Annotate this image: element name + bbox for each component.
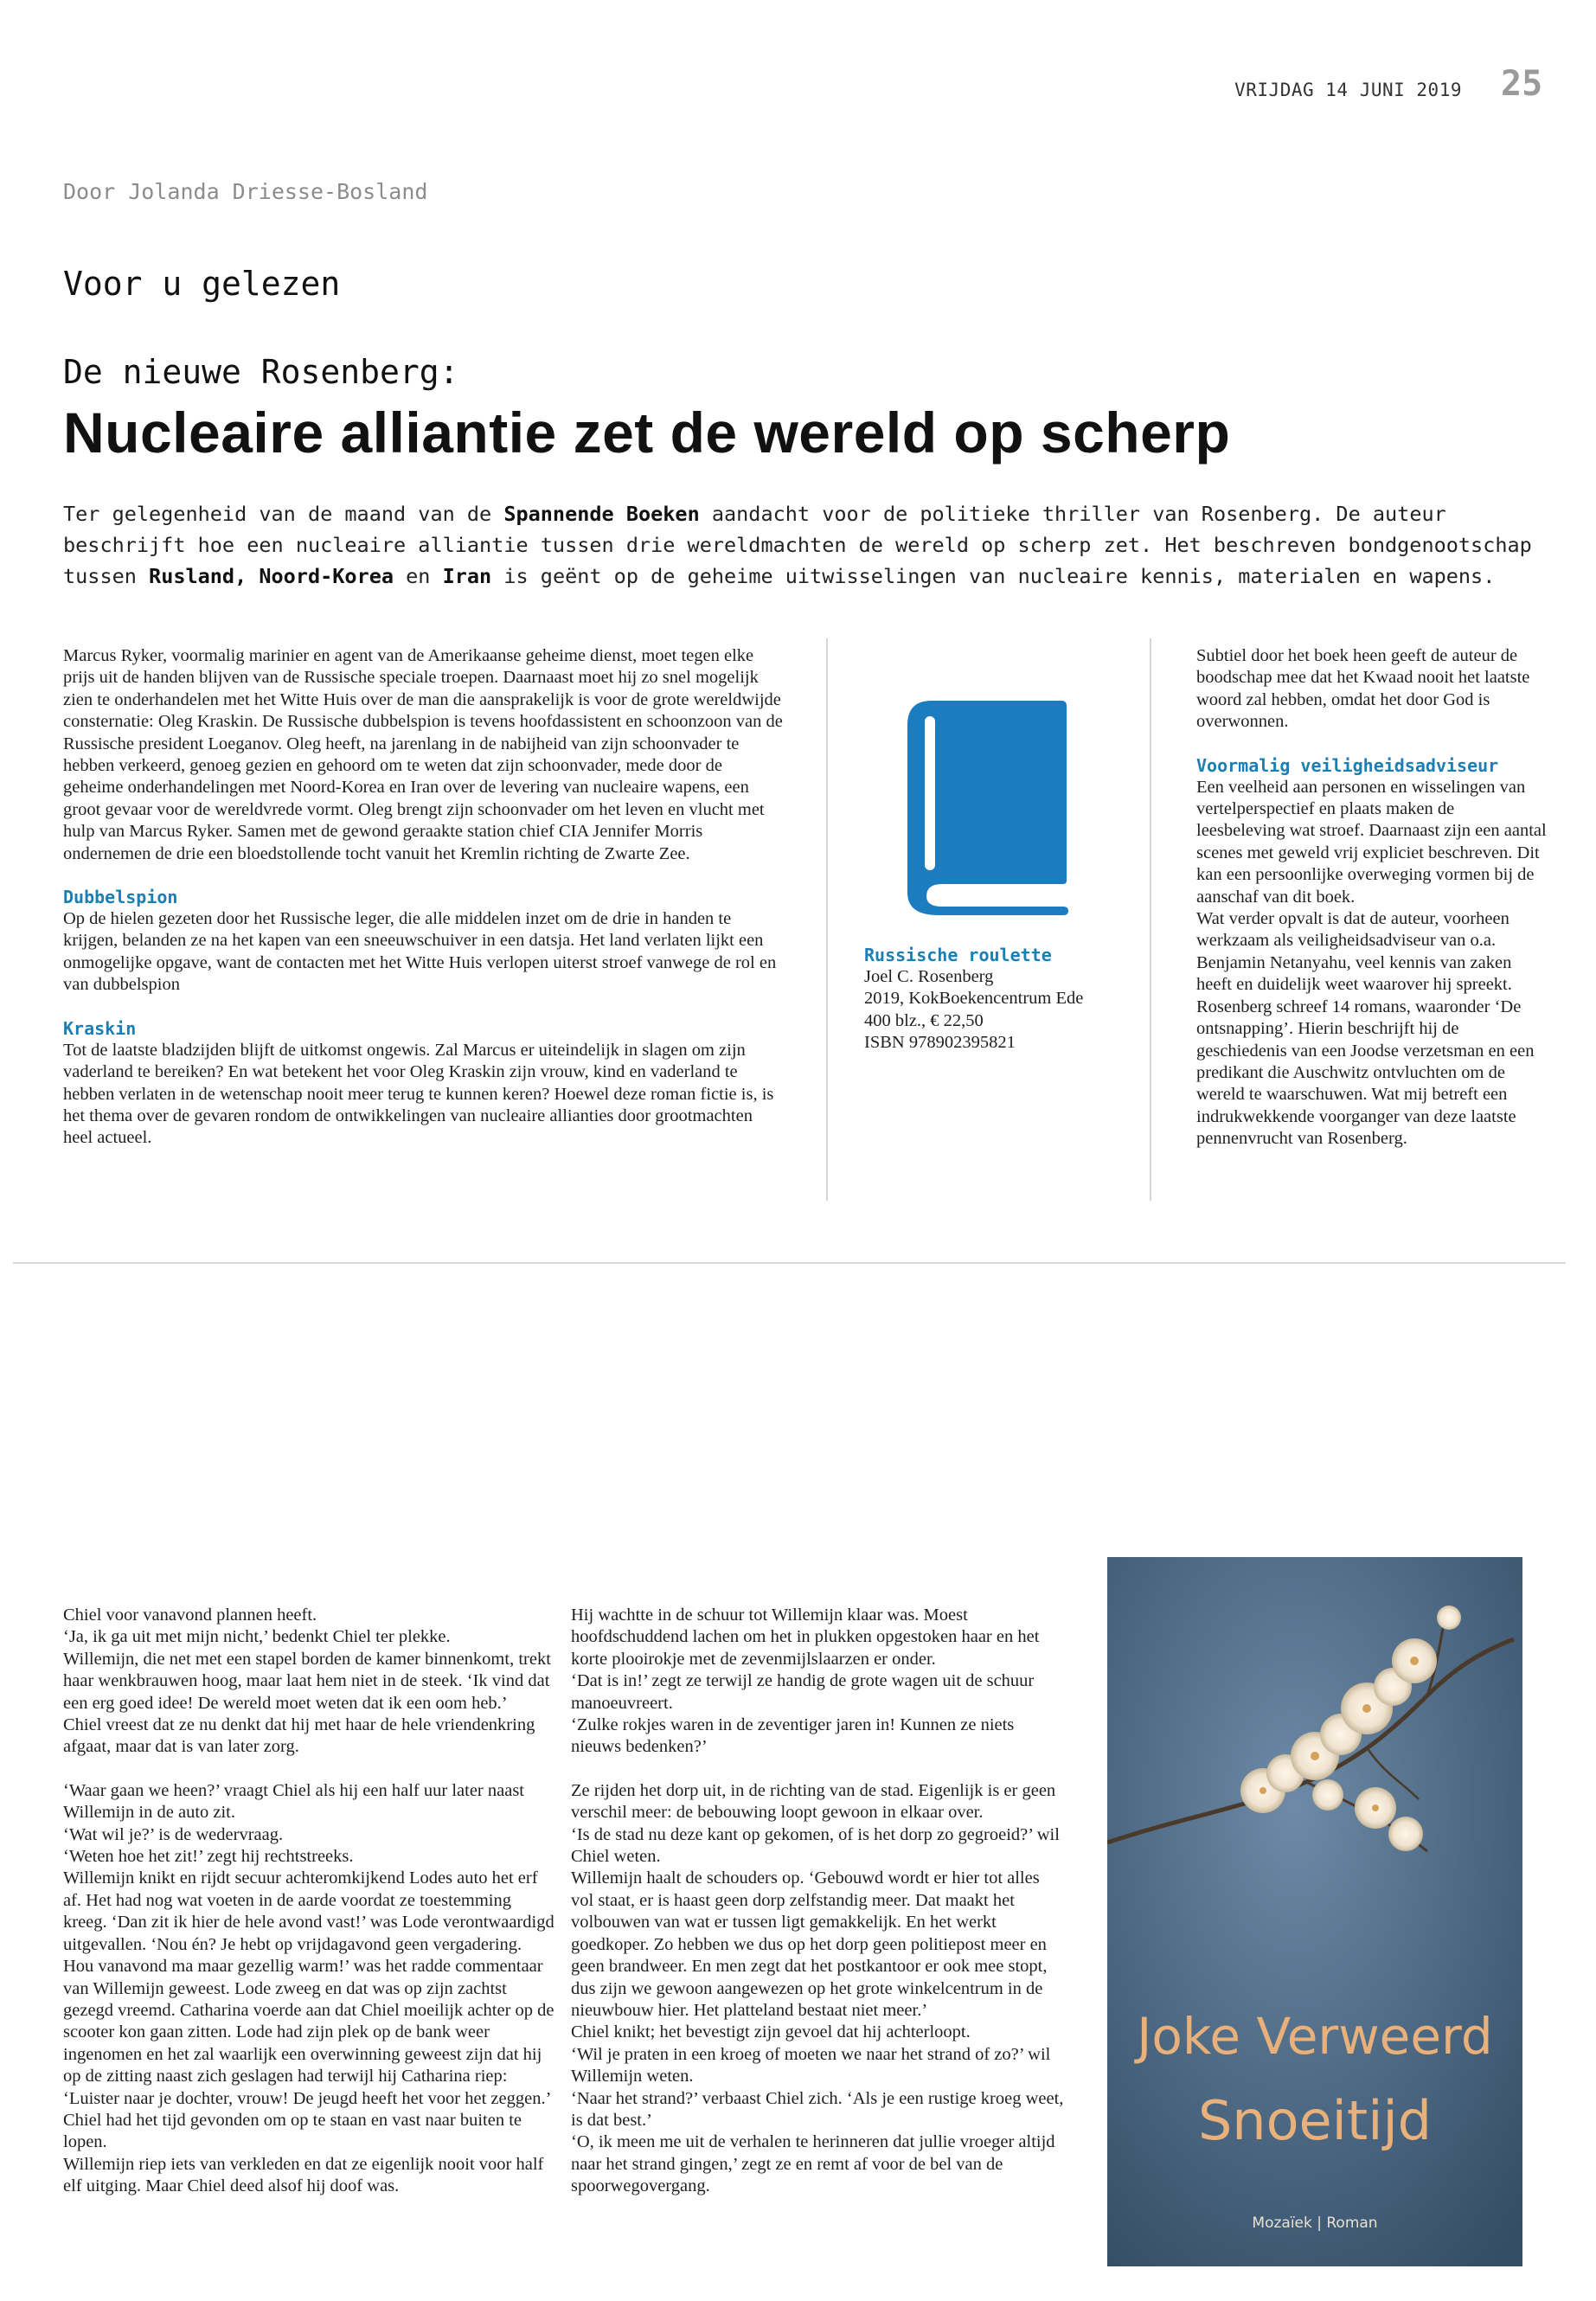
right-paragraph-1: Subtiel door het boek heen geeft de auteur de boodschap mee dat het Kwaad nooit het laatste woord zal hebben, omdat het door God is overwonnen. [1196, 646, 1530, 732]
story-paragraph: Willemijn, die net met een stapel borden de kamer binnenkomt, trekt haar wenkbrauwen hoog, maar laat hem niet in de steek. ‘Ik vind dat een erg goed idee! De wereld moet weten dat ik een oom heb.’ [63, 1649, 551, 1713]
intro-paragraph [63, 498, 1534, 592]
subhead-veiligheidsadviseur: Voormalig veiligheidsadviseur [1196, 754, 1499, 776]
story-paragraph: Hij wachtte in de schuur tot Willemijn klaar was. Moest hoofdschuddend lachen om het in plukken opgestoken haar en het korte plooirokje met de zevenmijlslaarzen er onder. [571, 1606, 1040, 1669]
book-isbn: ISBN 978902395821 [864, 1033, 1016, 1053]
page-number: 25 [1501, 64, 1543, 104]
book-icon [907, 701, 1074, 915]
story-paragraph: Willemijn haalt de schouders op. ‘Gebouwd wordt er hier tot alles vol staat, er is haast geen dorp zelfstandig meer. Dat maakt het volbouwen van wat er tussen ligt gemakkelijk. En het werkt goedkoper. Zo hebben we dus op het dorp geen politiepost meer en geen brandweer. En men zegt dat het postkantoor er ook mee stopt, dus zijn we gewoon aangewezen op het grote winkelcentrum in de nieuwbouw hier. Het platteland bestaat niet meer.’ [571, 1868, 1048, 2020]
cover-publisher: Mozaïek | Roman [1252, 2214, 1378, 2232]
headline: Nucleaire alliantie zet de wereld op scherp [63, 401, 1231, 465]
intro-text-1: Ter gelegenheid van de maand van de [63, 502, 504, 526]
story-paragraph: Willemijn riep iets van verkleden en dat ze eigenlijk nooit voor half elf uitging. Maar Chiel deed alsof hij doof was. [63, 2154, 544, 2196]
cover-author: Joke Verweerd [1137, 2007, 1493, 2066]
intro-text-3: en [394, 564, 443, 588]
book-price: 400 blz., € 22,50 [864, 1010, 984, 1030]
header-date: VRIJDAG 14 JUNI 2019 [1234, 80, 1462, 100]
story-column-2 [571, 1605, 1064, 2198]
story-paragraph: ‘O, ik meen me uit de verhalen te herinneren dat jullie vroeger altijd naar het strand gingen,’ zegt ze en remt af voor de bel van de spoorwegovergang. [571, 2132, 1055, 2196]
subhead-dubbelspion: Dubbelspion [63, 887, 178, 908]
book-cover-image [1107, 1557, 1522, 2266]
author-byline: Door Jolanda Driesse-Bosland [63, 179, 428, 204]
left-paragraph-3: Tot de laatste bladzijden blijft de uitkomst ongewis. Zal Marcus er uiteindelijk in slagen om zijn vaderland te bereiken? En wat betekent het voor Oleg Kraskin zijn vrouw, kind en vaderland te hebben verlaten in de wetenschap nooit meer terug te kunnen keren? Hoewel deze roman fictie is, is het thema over de gevaren rondom de ontwikkelingen van nucleaire allianties door grootmachten heel actueel. [63, 1040, 774, 1148]
column-divider [826, 638, 828, 1201]
subhead-kraskin: Kraskin [63, 1017, 137, 1039]
story-paragraph: ‘Is de stad nu deze kant op gekomen, of is het dorp zo gegroeid?’ wil Chiel weten. [571, 1824, 1060, 1867]
story-paragraph: ‘Naar het strand?’ verbaast Chiel zich. ‘Als je een rustige kroeg weet, is dat best.’ [571, 2088, 1064, 2130]
story-paragraph: Chiel vreest dat ze nu denkt dat hij met haar de hele vriendenkring afgaat, maar dat is van later zorg. [63, 1715, 535, 1757]
story-paragraph: ‘Wat wil je?’ is de wedervraag. [63, 1824, 284, 1844]
book-info [864, 945, 1150, 1054]
story-column-1 [63, 1605, 556, 2198]
story-paragraph: ‘Dat is in!’ zegt ze terwijl ze handig de grote wagen uit de schuur manoeuvreert. [571, 1671, 1035, 1713]
intro-bold-3: Iran [442, 564, 492, 588]
left-paragraph-1: Marcus Ryker, voormalig marinier en agent van de Amerikaanse geheime dienst, moet tegen elke prijs uit de handen blijven van de Russische speciale troepen. Daarnaast moet hij zo snel mogelijk zien te onderhandelen met het Witte Huis over de man die aansprakelijk is voor de grote wereldwijde consternatie: Oleg Kraskin. De Russische dubbelspion is tevens hoofdassistent en schoonzoon van de Russische president Loeganov. Oleg heeft, na jarenlang in de nabijheid van zijn schoonvader te hebben verkeerd, genoeg gezien en gehoord om te weten dat zijn schoonvader, mede door de geheime onderhandelingen met Noord-Korea en Iran over de levering van nucleaire wapens, een groot gevaar voor de wereldvrede vormt. Oleg brengt zijn schoonvader om het leven en vlucht met hulp van Marcus Ryker. Samen met de gewond geraakte station chief CIA Jennifer Morris ondernemen de drie een bloedstollende tocht vanuit het Kremlin richting de Zwarte Zee. [63, 646, 783, 863]
intro-bold-1: Spannende Boeken [503, 502, 700, 526]
left-paragraph-2: Op de hielen gezeten door het Russische leger, die alle middelen inzet om de drie in handen te krijgen, belanden ze na het kapen van een sneeuwschuiver in een datsja. Het land verlaten lijkt een onmogelijke opgave, want de contacten met het Witte Huis verlopen uiterst stroef vanwege de rol en van dubbelspion [63, 909, 777, 995]
right-column [1196, 645, 1547, 1150]
kicker: De nieuwe Rosenberg: [63, 353, 459, 391]
story-paragraph: Willemijn knikt en rijdt secuur achteromkijkend Lodes auto het erf af. Het had nog wat voeten in de aarde voordat ze toestemming kreeg. ‘Dan zit ik hier de hele avond vast!’ was Lode verontwaardigd uitgevallen. ‘Nou én? Je hebt op vrijdagavond geen vergadering. Hou vanavond ma maar gezellig warm!’ was het radde commentaar van Willemijn geweest. Lode zweeg en dat was op zijn zachtst gezegd vreemd. Catharina voerde aan dat Chiel moeilijk achter op de scooter kon gaan zitten. Lode had zijn plek op de bank weer ingenomen en het zal waarlijk een overwinning geweest zijn dat hij op de zitting naast zich geslagen had terwijl hij Catharina riep: ‘Luister naar je dochter, vrouw! De jeugd heeft het voor het zeggen.’ [63, 1868, 554, 2108]
book-title: Russische roulette [864, 945, 1052, 965]
section-title: Voor u gelezen [63, 265, 341, 303]
story-paragraph: ‘Wil je praten in een kroeg of moeten we naar het strand of zo?’ wil Willemijn weten. [571, 2044, 1051, 2086]
story-paragraph: ‘Waar gaan we heen?’ vraagt Chiel als hij een half uur later naast Willemijn in de auto zit. [63, 1780, 524, 1823]
intro-text-2: aandacht voor de politieke thriller van Rosenberg. De auteur beschrijft hoe een nucleaire alliantie tussen drie wereldmachten de wereld op scherp zet. Het beschreven bondgenootschap tussen [63, 502, 1532, 588]
intro-text-4: is geënt op de geheime uitwisselingen van nucleaire kennis, materialen en wapens. [491, 564, 1496, 588]
column-divider [1150, 638, 1151, 1201]
section-divider [13, 1262, 1566, 1264]
story-paragraph: Ze rijden het dorp uit, in de richting van de stad. Eigenlijk is er geen verschil meer: de bebouwing loopt gewoon in elkaar over. [571, 1780, 1056, 1823]
left-column [63, 645, 785, 1150]
story-paragraph: ‘Zulke rokjes waren in de zeventiger jaren in! Kunnen ze niets nieuws bedenken?’ [571, 1715, 1015, 1757]
story-paragraph: Chiel knikt; het bevestigt zijn gevoel dat hij achterloopt. [571, 2022, 971, 2042]
cover-artwork [1107, 1557, 1522, 2266]
book-publisher: 2019, KokBoekencentrum Ede [864, 989, 1084, 1009]
story-paragraph: ‘Ja, ik ga uit met mijn nicht,’ bedenkt Chiel ter plekke. [63, 1627, 451, 1647]
right-paragraph-3: Wat verder opvalt is dat de auteur, voorheen werkzaam als veiligheidsadviseur van o.a. Benjamin Netanyahu, veel kennis van zaken heeft en duidelijk weet waarover hij spreekt. Rosenberg schreef 14 romans, waaronder ‘De ontsnapping’. Hierin beschrijft hij de geschiedenis van een Joodse verzetsman en een predikant die Auschwitz ontvluchten om de wereld te waarschuwen. Wat mij betreft een indrukwekkende voorganger van deze laatste pennenvrucht van Rosenberg. [1196, 909, 1535, 1149]
story-paragraph: ‘Weten hoe het zit!’ zegt hij rechtstreeks. [63, 1847, 354, 1867]
story-paragraph: Chiel voor vanavond plannen heeft. [63, 1606, 317, 1625]
story-paragraph: Chiel had het tijd gevonden om op te staan en vast naar buiten te lopen. [63, 2110, 522, 2152]
cover-title: Snoeitijd [1197, 2089, 1433, 2152]
book-author: Joel C. Rosenberg [864, 967, 994, 986]
intro-bold-2: Rusland, Noord-Korea [149, 564, 394, 588]
right-paragraph-2: Een veelheid aan personen en wisselingen van vertelperspectief en plaats maken de leesbeleving wat stroef. Daarnaast zijn een aantal scenes met geweld vrij expliciet beschreven. Dit kan een persoonlijke overweging vormen bij de aanschaf van dit boek. [1196, 777, 1547, 907]
